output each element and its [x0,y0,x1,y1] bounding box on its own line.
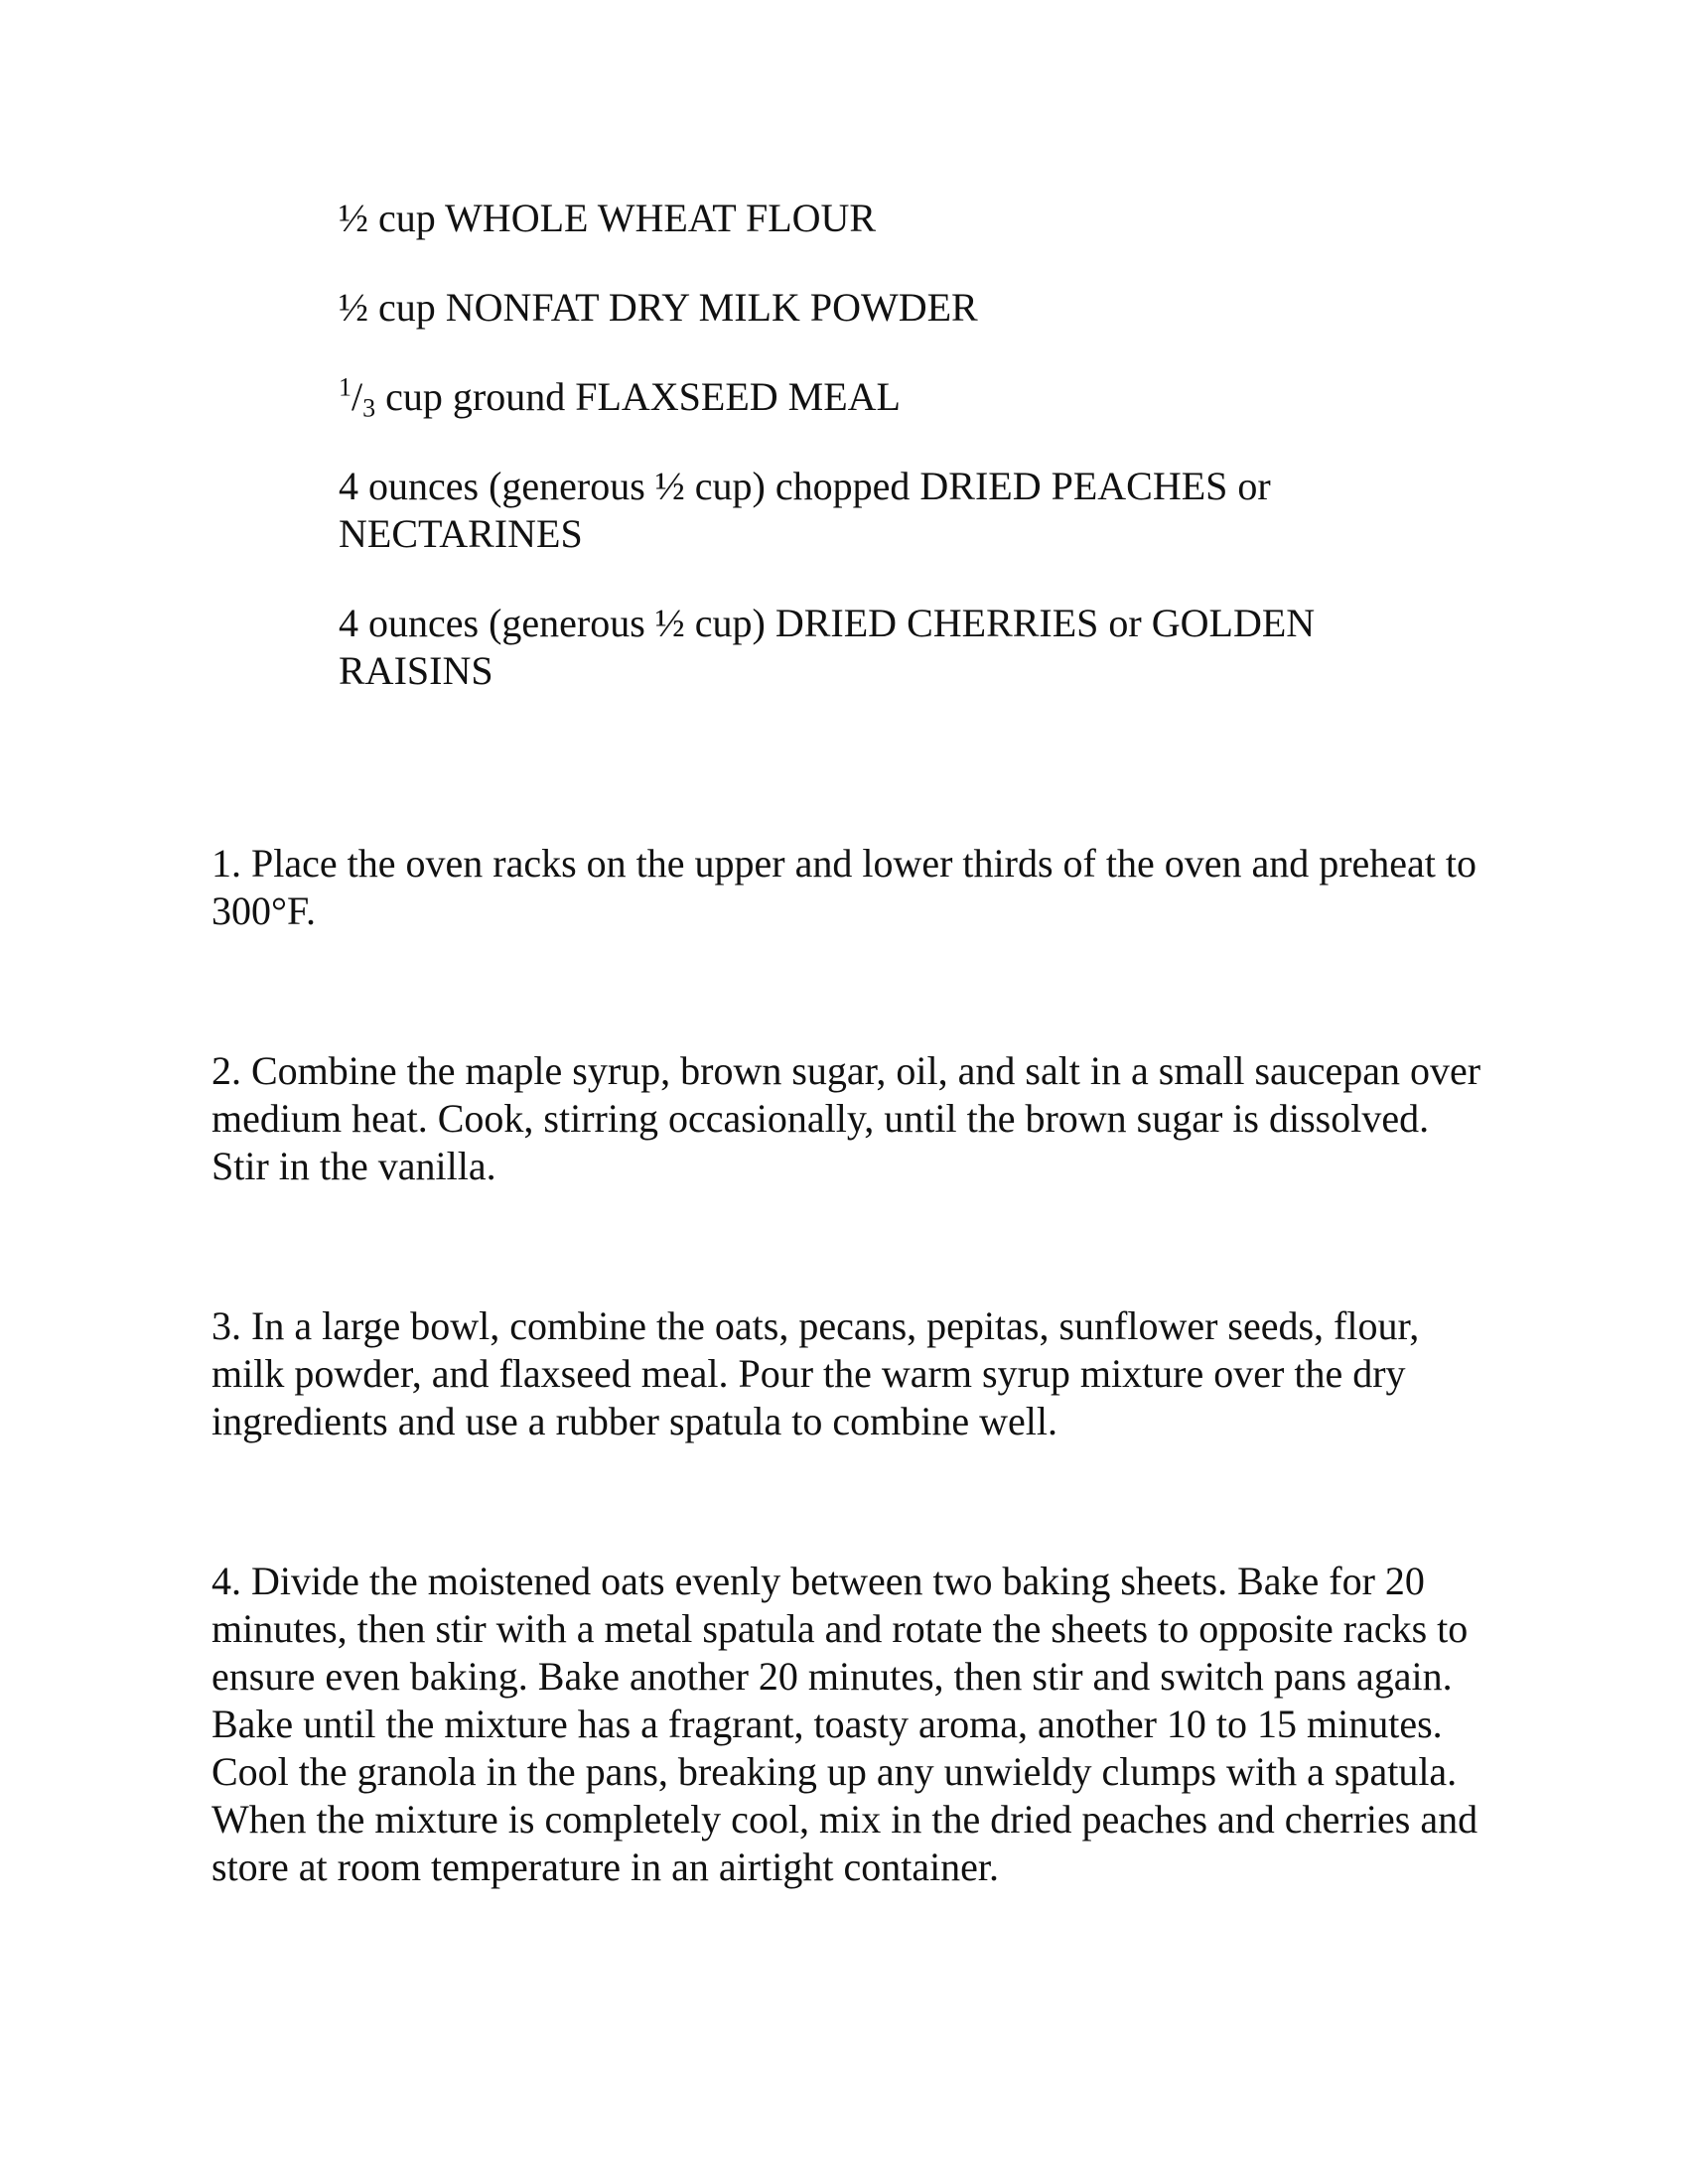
ingredient-item [339,284,1431,332]
fraction-numerator: 1 [339,372,352,402]
instruction-step: 4. Divide the moistened oats evenly between two baking sheets. Bake for 20 minutes, then stir with a metal spatula and rotate the sheets to opposite racks to ensure even baking. Bake another 20 minutes, then stir and switch pans again. Bake until the mixture has a fragrant, toasty aroma, another 10 to 15 minutes. Cool the granola in the pans, breaking up any unwieldy clumps with a spatula. When the mixture is completely cool, mix in the dried peaches and cherries and store at room temperature in an airtight container. [211,1559,1478,1889]
fraction: $^1/_3$ [339,372,376,423]
ingredient-item [339,195,1431,242]
ingredient-quantity: ½ cup [339,196,436,240]
ingredient-quantity: cup ground [385,374,566,419]
ingredient-item: 4 ounces (generous ½ cup) DRIED CHERRIES or GOLDEN RAISINS [339,601,1316,693]
instruction-list [211,840,1492,2003]
instruction-step: 3. In a large bowl, combine the oats, pecans, pepitas, sunflower seeds, flour, milk powder, and flaxseed meal. Pour the warm syrup mixture over the dry ingredients and use a rubber spatula to combine well. [211,1303,1420,1443]
ingredient-item: 4 ounces (generous ½ cup) chopped DRIED PEACHES or NECTARINES [339,464,1271,556]
ingredient-quantity: ½ cup [339,285,436,330]
ingredient-name: FLAXSEED MEAL [575,374,901,419]
instruction-step: 1. Place the oven racks on the upper and lower thirds of the oven and preheat to 300°F. [211,841,1477,933]
ingredient-name: WHOLE WHEAT FLOUR [445,196,877,240]
instruction-step: 2. Combine the maple syrup, brown sugar, oil, and salt in a small saucepan over medium heat. Cook, stirring occasionally, until the brown sugar is dissolved. Stir in the vanilla. [211,1048,1481,1188]
ingredient-name: NONFAT DRY MILK POWDER [445,285,978,330]
ingredient-item [339,373,1431,421]
fraction-denominator: 3 [362,393,376,423]
ingredient-list [339,195,1431,737]
